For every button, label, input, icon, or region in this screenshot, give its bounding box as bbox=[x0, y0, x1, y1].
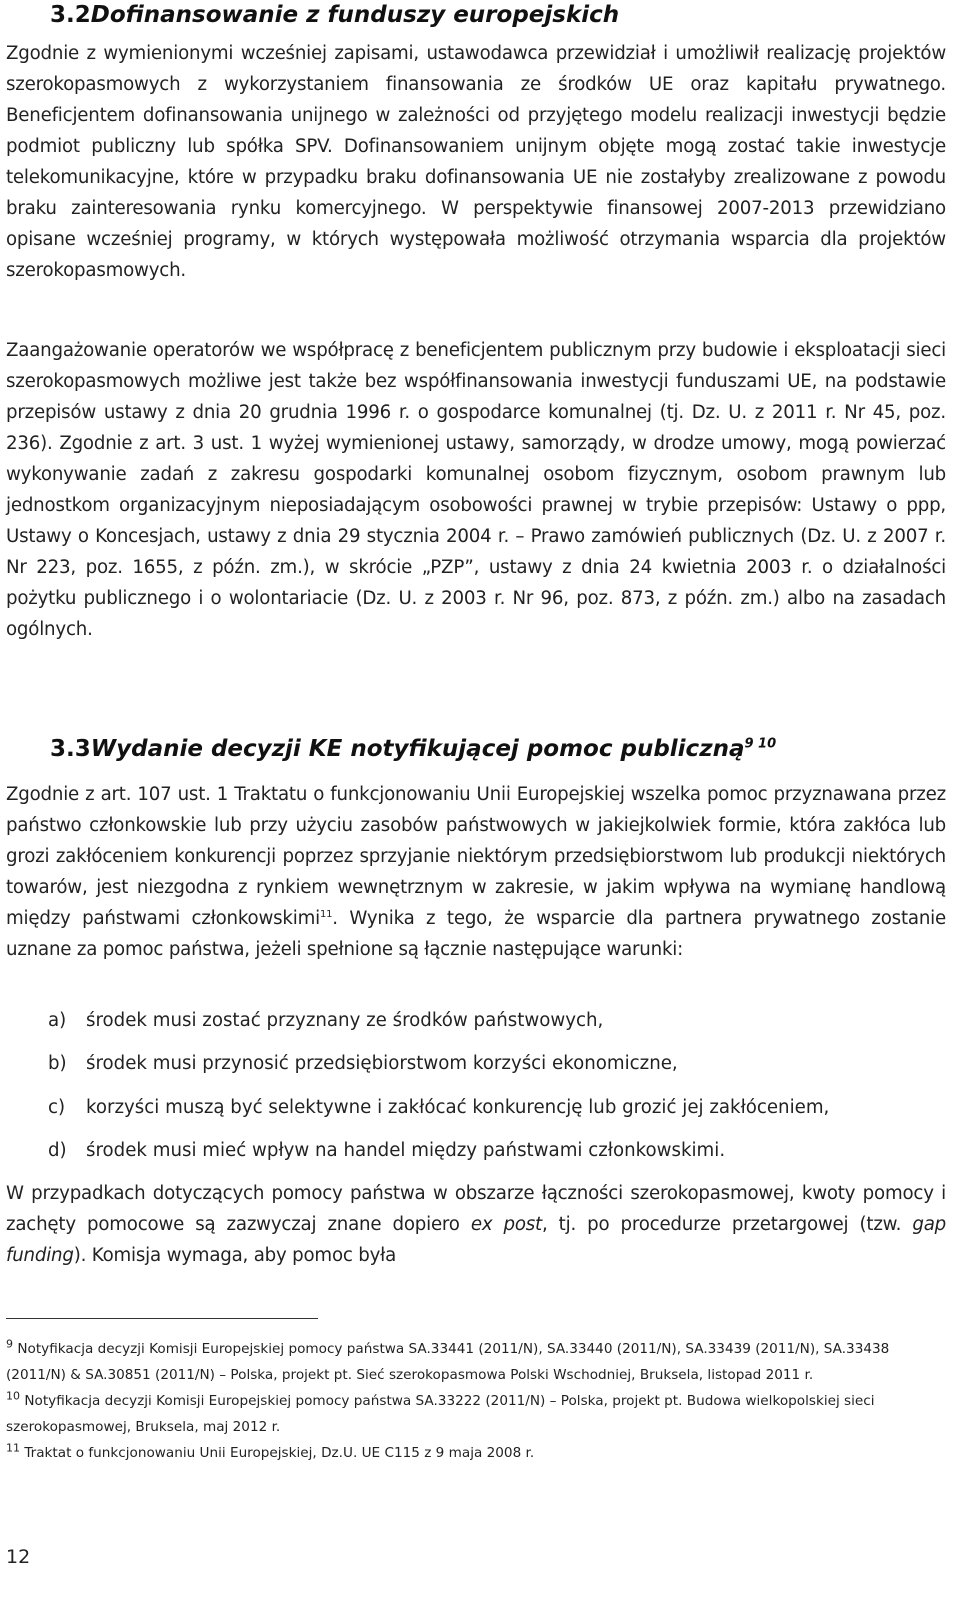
list-item: c) korzyści muszą być selektywne i zakłócać konkurencję lub grozić jej zakłóceniem, bbox=[48, 1096, 830, 1118]
paragraph: Zgodnie z art. 107 ust. 1 Traktatu o funkcjonowaniu Unii Europejskiej wszelka pomoc przyznawana przez państwo członkowskie lub przy użyciu zasobów państwowych w jakiejkolwiek formie, która zakłóca lub grozi zakłóceniem konkurencji poprzez sprzyjanie niektórym przedsiębiorstwom lub produkcji niektórych towarów, jest niezgodna z rynkiem wewnętrznym w zakresie, w jakim wpływa na wymianę handlową między państwami członkowskimi$^{11}$. Wynika z tego, że wsparcie dla partnera prywatnego zostanie uznane za pomoc państwa, jeżeli spełnione są łącznie następujące warunki: bbox=[6, 784, 946, 960]
footnote: $^{11}$ Traktat o funkcjonowaniu Unii Europejskiej, Dz.U. UE C115 z 9 maja 2008 r. bbox=[6, 1441, 535, 1461]
footnote-number: 9 bbox=[6, 1337, 13, 1351]
paragraph: Zgodnie z wymienionymi wcześniej zapisami, ustawodawca przewidział i umożliwił realizację projektów szerokopasmowych z wykorzystaniem finansowania ze środków UE oraz kapitału prywatnego. Beneficjentem dofinansowania unijnego w zależności od przyjętego modelu realizacji inwestycji będzie podmiot publiczny lub spółka SPV. Dofinansowaniem unijnym objęte mogą zostać takie inwestycje telekomunikacyjne, które w przypadku braku dofinansowania UE nie zostałyby zrealizowane z powodu braku zainteresowania rynku komercyjnego. W perspektywie finansowej 2007-2013 przewidziano opisane wcześniej programy, w których występowała możliwość otrzymania wsparcia dla projektów szerokopasmowych. bbox=[6, 43, 946, 281]
footnote-number: 11 bbox=[6, 1441, 20, 1455]
paragraph: Zaangażowanie operatorów we współpracę z beneficjentem publicznym przy budowie i eksploatacji sieci szerokopasmowych możliwe jest także bez współfinansowania inwestycji funduszami UE, na podstawie przepisów ustawy z dnia 20 grudnia 1996 r. o gospodarce komunalnej (tj. Dz. U. z 2011 r. Nr 45, poz. 236). Zgodnie z art. 3 ust. 1 wyżej wymienionej ustawy, samorządy, w drodze umowy, mogą powierzać wykonywanie zadań z zakresu gospodarki komunalnej osobom fizycznym, osobom prawnym lub jednostkom organizacyjnym nieposiadającym osobowości prawnej w trybie przepisów: Ustawy o ppp, Ustawy o Koncesjach, ustawy z dnia 29 stycznia 2004 r. – Prawo zamówień publicznych (Dz. U. z 2007 r. Nr 223, poz. 1655, z późn. zm.), w skrócie „PZP”, ustawy z dnia 24 kwietnia 2003 r. o działalności pożytku publicznego i o wolontariacie (Dz. U. z 2003 r. Nr 96, poz. 873, z późn. zm.) albo na zasadach ogólnych. bbox=[6, 340, 946, 640]
list-item: a) środek musi zostać przyznany ze środków państwowych, bbox=[48, 1010, 604, 1031]
document-page bbox=[6, 0, 946, 1600]
section-title: Wydanie decyzji KE notyfikującej pomoc publiczną bbox=[90, 736, 745, 762]
section-title: Dofinansowanie z funduszy europejskich bbox=[90, 2, 620, 28]
footnote: $^9$ Notyfikacja decyzji Komisji Europejskiej pomocy państwa SA.33441 (2011/N), SA.33440 (2011/N), SA.33439 (2011/N), SA.33438 (2011/N) & SA.30851 (2011/N) – Polska, projekt pt. Sieć szerokopasmowa Polski Wschodniej, Bruksela, listopad 2011 r. bbox=[6, 1337, 890, 1383]
section-number: 3.3 bbox=[50, 736, 91, 762]
list-item: b) środek musi przynosić przedsiębiorstwom korzyści ekonomiczne, bbox=[48, 1053, 678, 1075]
footnote-ref[interactable]: 9 10 bbox=[744, 736, 777, 752]
page-number: 12 bbox=[6, 1546, 31, 1568]
footnotes bbox=[6, 1336, 926, 1466]
section-heading-3-2 bbox=[50, 2, 619, 28]
section-number: 3.2 bbox=[50, 2, 91, 28]
paragraph: W przypadkach dotyczących pomocy państwa w obszarze łączności szerokopasmowej, kwoty pomocy i zachęty pomocowe są zazwyczaj znane dopiero ex post, tj. po procedurze przetargowej (tzw. gap funding). Komisja wymaga, aby pomoc była bbox=[6, 1183, 946, 1266]
list-item: d) środek musi mieć wpływ na handel między państwami członkowskimi. bbox=[48, 1139, 726, 1161]
section-heading-3-3 bbox=[50, 736, 776, 762]
footnote-number: 10 bbox=[6, 1389, 20, 1403]
footnote: $^{10}$ Notyfikacja decyzji Komisji Europejskiej pomocy państwa SA.33222 (2011/N) – Polska, projekt pt. Budowa wielkopolskiej sieci szerokopasmowej, Bruksela, maj 2012 r. bbox=[6, 1389, 875, 1435]
footnote-separator bbox=[6, 1318, 318, 1319]
conditions-list bbox=[48, 1006, 946, 1179]
footnote-ref[interactable]: 11 bbox=[319, 908, 333, 920]
